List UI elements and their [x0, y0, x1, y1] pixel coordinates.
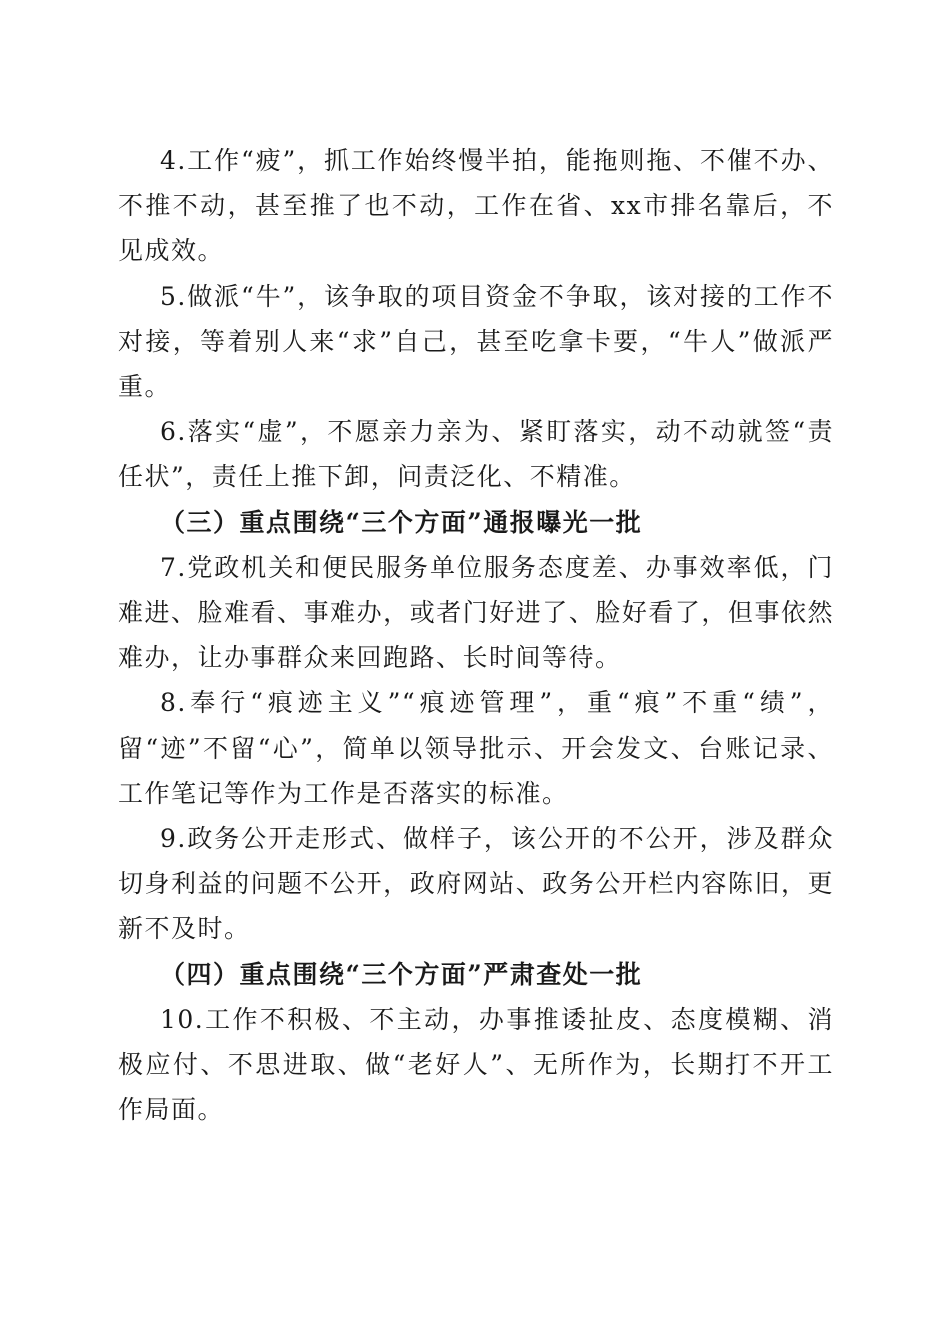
paragraph-item-8: 8.奉行“痕迹主义”“痕迹管理”，重“痕”不重“绩”，留“迹”不留“心”，简单以领导批示、开会发文、台账记录、工作笔记等作为工作是否落实的标准。 — [118, 688, 834, 808]
paragraph-item-9: 9.政务公开走形式、做样子，该公开的不公开，涉及群众切身利益的问题不公开，政府网站、政务公开栏内容陈旧，更新不及时。 — [118, 824, 834, 944]
paragraph-item-6: 6.落实“虚”，不愿亲力亲为、紧盯落实，动不动就签“责任状”，责任上推下卸，问责泛化、不精准。 — [118, 417, 834, 492]
paragraph-item-7: 7.党政机关和便民服务单位服务态度差、办事效率低，门难进、脸难看、事难办，或者门好进了、脸好看了，但事依然难办，让办事群众来回跑路、长时间等待。 — [118, 552, 834, 673]
paragraph-item-4: 4.工作“疲”，抓工作始终慢半拍，能拖则拖、不催不办、不推不动，甚至推了也不动，工作在省、xx市排名靠后，不见成效。 — [118, 146, 834, 266]
document-body — [118, 138, 834, 1132]
paragraph-item-10: 10.工作不积极、不主动，办事推诿扯皮、态度模糊、消极应付、不思进取、做“老好人”、无所作为，长期打不开工作局面。 — [118, 1004, 834, 1125]
section-heading-3: （三）重点围绕“三个方面”通报曝光一批 — [160, 507, 643, 537]
section-heading-4: （四）重点围绕“三个方面”严肃查处一批 — [160, 959, 643, 989]
paragraph-item-5: 5.做派“牛”，该争取的项目资金不争取，该对接的工作不对接，等着别人来“求”自己，甚至吃拿卡要，“牛人”做派严重。 — [118, 281, 834, 402]
